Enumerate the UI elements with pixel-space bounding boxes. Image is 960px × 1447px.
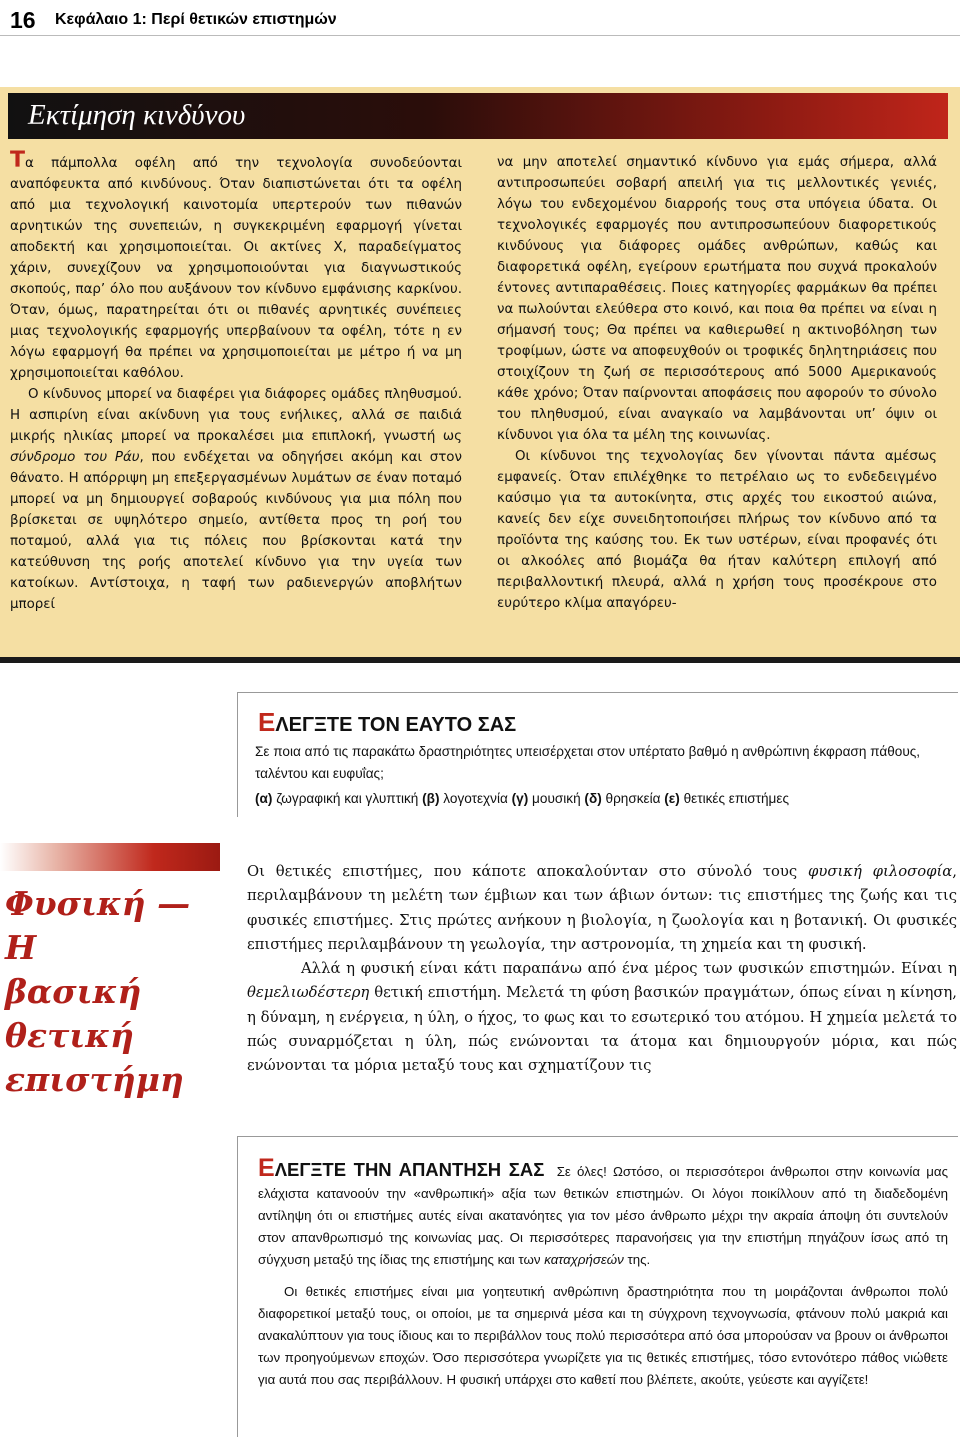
option-key: (δ) <box>584 791 602 806</box>
option-text: ζωγραφική και γλυπτική <box>276 791 419 806</box>
risk-left-p2-text-a: Ο κίνδυνος μπορεί να διαφέρει για διάφορες ομάδες πληθυσμού. Η ασπιρίνη είναι ακίνδυνη για τους ενήλικες, αλλά σε παιδιά μικρής ηλικίας μπορεί να προκαλέσει μια επιπλοκή, γνωστή ως <box>10 387 462 444</box>
section-p1-text-a: Οι θετικές επιστήμες, που κάποτε αποκαλούνταν στο σύνολό τους <box>247 863 809 880</box>
section-p1-italic: φυσική φιλοσοφία <box>808 863 953 880</box>
section-heading-line: επιστήμη <box>5 1060 184 1099</box>
option-key: (β) <box>422 791 440 806</box>
risk-right-paragraph-2: Οι κίνδυνοι της τεχνολογίας δεν γίνονται πάντα αμέσως εμφανείς. Όταν επιλέχθηκε το πετρέλαιο ως το ενδεδειγμένο καύσιμο για τα αυτοκίνητα, στις αρχές του εικοστού αιώνα, κανείς δεν είχε συνειδητοποιήσει πλήρως τον κίνδυνο από τα προϊόντα της καύσης του. Εκ των υστέρων, είναι προφανές ότι οι αλκοόλες από βιομάζα θα ήταν καλύτερη επιλογή από περιβαλλοντική πλευρά, αλλά η χρήση τους προσέκρουε στο ευρύτερο κλίμα απαγόρευ- <box>497 449 937 611</box>
check-yourself-title-rest: ΛΕΓΞΤΕ ΤΟΝ ΕΑΥΤΟ ΣΑΣ <box>275 714 517 736</box>
section-p2-italic: θεμελιωδέστερη <box>247 984 370 1002</box>
risk-box-bottom-rule <box>0 657 960 663</box>
check-yourself-title-cap: Ε <box>258 707 276 737</box>
check-yourself-title <box>258 707 516 738</box>
check-answer-p1-text-b: της. <box>623 1252 651 1267</box>
option-text: μουσική <box>532 791 581 806</box>
option-key: (α) <box>255 791 273 806</box>
section-p1-text-b: , περιλαμβάνουν τη μελέτη των έμβιων και των άβιων όντων: τις επιστήμες της ζωής και τις φυσικές επιστήμες. Στις πρώτες ανήκουν η βιολογία, η ζωολογία και η βοτανική. Οι φυσικές επιστήμες περιλαμβάνουν τη γεωλογία, την αστρονομία, τη χημεία και τη φυσική. <box>247 863 957 953</box>
check-answer-paragraph-1 <box>258 1154 948 1271</box>
chapter-title: Κεφάλαιο 1: Περί θετικών επιστημών <box>55 11 337 28</box>
check-yourself-box <box>237 692 958 817</box>
option-text: λογοτεχνία <box>443 791 508 806</box>
page-number: 16 <box>10 7 36 33</box>
section-heading-line: Φυσική — Η <box>5 884 191 967</box>
risk-title-bar <box>8 93 948 139</box>
section-p2-text-a: Αλλά η φυσική είναι κάτι παραπάνω από ένα μέρος των φυσικών επιστημών. Είναι η <box>301 960 957 978</box>
risk-title: Εκτίμηση κινδύνου <box>28 99 246 131</box>
section-paragraph-1 <box>247 860 957 957</box>
risk-right-paragraph-1: να μην αποτελεί σημαντικό κίνδυνο για εμάς σήμερα, αλλά αντιπροσωπεύει σοβαρή απειλή για τις μελλοντικές γενιές, λόγω του ενδεχομένου διαρροής τους στα υπόγεια ύδατα. Οι τεχνολογικές εφαρμογές που αντιπροσωπεύουν διαφορετικούς κινδύνους για διάφορες ομάδες ανθρώπων, καθώς και διαφορετικά οφέλη, εγείρουν ερωτήματα που συχνά προκαλούν έντονες αντιπαραθέσεις. Ποιες κατηγορίες φαρμάκων θα πρέπει να πωλούνται ελεύθερα στο κοινό, και ποια θα πρέπει να είναι η σήμανσή τους; Θα πρέπει να καθιερωθεί η ακτινοβόληση των τροφίμων, ώστε να αποφευχθούν οι τροφικές δηλητηριάσεις που στοιχίζουν τη ζωή σε περισσότερους από 5000 Αμερικανούς κάθε χρόνο; Όταν παίρνονται αποφάσεις που αφορούν το σύνολο του πληθυσμού, είναι αναγκαίο να λαμβάνονται υπ’ όψιν οι κίνδυνοι για όλα τα μέλη της κοινωνίας. <box>497 155 937 443</box>
check-answer-title <box>258 1154 545 1182</box>
drop-cap: Τ <box>10 148 26 173</box>
section-heading <box>5 882 230 1102</box>
check-answer-title-rest: ΛΕΓΞΤΕ ΤΗΝ ΑΠΑΝΤΗΣΗ ΣΑΣ <box>274 1159 545 1180</box>
option-key: (ε) <box>664 791 680 806</box>
option-text: θρησκεία <box>605 791 661 806</box>
check-answer-title-cap: Ε <box>258 1154 275 1182</box>
section-accent-bar <box>0 843 220 871</box>
risk-left-paragraph-2 <box>10 384 462 615</box>
option-text: θετικές επιστήμες <box>683 791 789 806</box>
check-answer-paragraph-2: Οι θετικές επιστήμες είναι μια γοητευτική ανθρώπινη δραστηριότητα που τη μοιράζονται άνθρωποι πολύ διαφορετικοί μεταξύ τους, οι οποίοι, με τα σημερινά μέσα και τη σύγχρονη τεχνογνωσία, φτάνουν πολύ μακριά και ανακαλύπτουν για τους ίδιους και το περιβάλλον τους πολύ περισσότερα από όσα μπορούσαν να βρουν οι άνθρωποι των προηγούμενων εποχών. Όσο περισσότερα γνωρίζετε για τις θετικές επιστήμες, τόσο εντονότερο πάθος νιώθετε για αυτά που σας περιβάλλουν. Η φυσική υπάρχει στο καθετί που βλέπετε, ακούτε, γεύεστε και αγγίζετε! <box>258 1284 948 1387</box>
check-yourself-question: Σε ποια από τις παρακάτω δραστηριότητες υπεισέρχεται στον υπέρτατο βαθμό η ανθρώπινη έκφραση πάθους, ταλέντου και ευφυΐας; <box>255 744 921 781</box>
risk-left-p2-italic: σύνδρομο του Ράυ <box>10 450 140 465</box>
risk-left-p1-text: α πάμπολλα οφέλη από την τεχνολογία συνοδεύονται αναπόφευκτα από κινδύνους. Όταν διαπιστώνεται ότι τα οφέλη από μια τεχνολογική καινοτομία υπερτερούν των πιθανών αρνητικών της συνεπειών, η συγκεκριμένη εφαρμογή γίνεται αποδεκτή και χρησιμοποιείται. Οι ακτίνες Χ, παραδείγματος χάριν, συνεχίζουν να χρησιμοποιούνται για διαγνωστικούς σκοπούς, παρ’ όλο που αυξάνουν τον κίνδυνο εμφάνισης καρκίνου. Όταν, όμως, παρατηρείται ότι οι πιθανές αρνητικές συνέπειες μιας τεχνολογικής εφαρμογής υπερβαίνουν τα οφέλη, τότε η εν λόγω εφαρμογή θα πρέπει να χρησιμοποιείται με μέτρο ή να μη χρησιμοποιείται καθόλου. <box>10 156 462 381</box>
risk-left-paragraph-1 <box>10 148 462 384</box>
header-rule <box>0 35 960 36</box>
section-body <box>247 860 957 1079</box>
check-answer-body <box>258 1154 948 1391</box>
risk-left-column <box>10 148 462 615</box>
check-yourself-options <box>255 791 789 806</box>
risk-left-p2-text-b: , που ενδέχεται να οδηγήσει ακόμη και στον θάνατο. Η απόρριψη μη επεξεργασμένων λυμάτων σε έναν ποταμό μπορεί να μη δημιουργεί σοβαρούς κινδύνους για μια πόλη που βρίσκεται σε υψηλότερο σημείο, αντίθετα προς τη ροή του ποταμού, αλλά για τις πόλεις που βρίσκονται κατά την κατεύθυνση της ροής αποτελεί κίνδυνο για την υγεία των κατοίκων. Αντίστοιχα, η ταφή των ραδιενεργών αποβλήτων μπορεί <box>10 450 462 612</box>
check-answer-box <box>237 1136 958 1437</box>
check-answer-p1-text-a: Σε όλες! Ωστόσο, οι περισσότεροι άνθρωποι στην κοινωνία μας ελάχιστα κατανοούν την «ανθρωπική» αξία των θετικών επιστημών. Οι λόγοι ποικίλλουν από τη διαδεδομένη αντίληψη ότι οι επιστήμες αυτές είναι ακατανόητες για τον μέσο άνθρωπο μέχρι την ακραία άποψη ότι συντελούν στον απανθρωπισμό της κοινωνίας μας. Οι περισσότερες παρανοήσεις για την επιστήμη πηγάζουν ίσως από τη σύγχυση μεταξύ της ίδιας της επιστήμης και των <box>258 1164 948 1267</box>
check-answer-p1-italic: καταχρήσεών <box>544 1252 624 1267</box>
risk-right-column <box>497 152 937 614</box>
section-heading-line: βασική θετική <box>5 972 142 1055</box>
option-key: (γ) <box>511 791 529 806</box>
section-paragraph-2 <box>247 957 957 1078</box>
section-p2-text-b: θετική επιστήμη. Μελετά τη φύση βασικών πραγμάτων, όπως είναι η κίνηση, η δύναμη, η ενέργεια, η ύλη, ο ήχος, το φως και το εσωτερικό του ατόμου. Η χημεία μελετά το πώς συναρμόζεται η ύλη, πώς ενώνονται τα άτομα και δημιουργούν μόρια, και πώς ενώνονται τα μόρια μεταξύ τους και σχηματίζουν τις <box>247 984 957 1075</box>
